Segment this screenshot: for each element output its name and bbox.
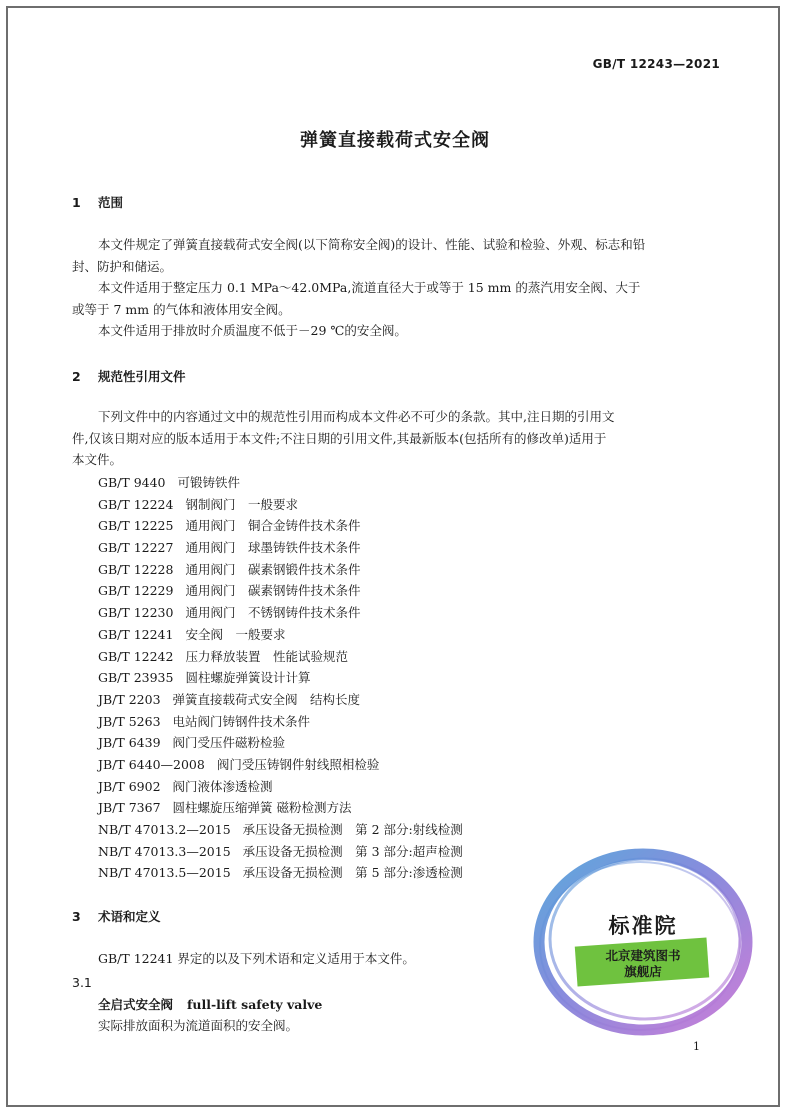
- paragraph-line: 或等于 7 mm 的气体和液体用安全阀。: [72, 301, 291, 317]
- reference-code: JB/T 7367: [98, 800, 161, 816]
- reference-item: [98, 624, 463, 646]
- watermark-stamp: [528, 838, 758, 1038]
- section-1-heading: [72, 193, 123, 211]
- reference-item: [98, 580, 463, 602]
- paragraph-line: 本文件适用于排放时介质温度不低于－29 ℃的安全阀。: [98, 323, 407, 338]
- reference-item: [98, 732, 463, 754]
- section-3-heading: [72, 907, 161, 925]
- reference-title: 电站阀门铸钢件技术条件: [172, 713, 311, 729]
- reference-title: 可锻铸铁件: [177, 475, 241, 490]
- reference-title: 压力释放装置 性能试验规范: [185, 648, 348, 664]
- reference-code: NB/T 47013.5—2015: [98, 865, 231, 881]
- reference-item: [98, 559, 463, 581]
- reference-title: 圆柱螺旋压缩弹簧 磁粉检测方法: [172, 800, 352, 816]
- reference-code: GB/T 12228: [98, 561, 174, 577]
- reference-code: NB/T 47013.2—2015: [98, 822, 231, 837]
- reference-code: GB/T 12224: [98, 496, 174, 512]
- reference-title: 圆柱螺旋弹簧设计计算: [185, 670, 311, 686]
- reference-item: [98, 754, 463, 776]
- reference-title: 阀门受压铸钢件射线照相检验: [216, 756, 380, 772]
- reference-title: 通用阀门 碳素钢铸件技术条件: [185, 583, 361, 599]
- term-chinese: 全启式安全阀: [98, 997, 174, 1012]
- paragraph-line: 封、防护和储运。: [72, 258, 173, 274]
- paragraph-line: 件,仅该日期对应的版本适用于本文件;不注日期的引用文件,其最新版本(包括所有的修改单)适用于: [72, 430, 607, 446]
- stamp-line-1: 北京建筑图书: [605, 948, 681, 963]
- reference-title: 弹簧直接载荷式安全阀 结构长度: [172, 691, 361, 707]
- section-1-body: [72, 234, 718, 342]
- reference-title: 通用阀门 铜合金铸件技术条件: [185, 518, 361, 534]
- term-entry: [98, 995, 322, 1013]
- reference-item: [98, 776, 463, 798]
- reference-code: JB/T 6902: [98, 778, 161, 794]
- reference-code: GB/T 12227: [98, 540, 174, 556]
- reference-item: [98, 472, 463, 494]
- reference-title: 阀门液体渗透检测: [172, 778, 273, 794]
- reference-item: [98, 841, 463, 863]
- reference-title: 安全阀 一般要求: [185, 626, 286, 642]
- reference-item: [98, 537, 463, 559]
- reference-title: 承压设备无损检测 第 3 部分:超声检测: [242, 843, 463, 859]
- paragraph-line: GB/T 12241 界定的以及下列术语和定义适用于本文件。: [98, 951, 415, 966]
- reference-item: [98, 711, 463, 733]
- reference-title: 阀门受压件磁粉检验: [172, 735, 286, 751]
- paragraph-line: 下列文件中的内容通过文中的规范性引用而构成本文件必不可少的条款。其中,注日期的引用文: [98, 409, 615, 424]
- reference-item: [98, 494, 463, 516]
- reference-title: 通用阀门 球墨铸铁件技术条件: [185, 540, 361, 556]
- reference-code: NB/T 47013.3—2015: [98, 843, 231, 859]
- reference-item: [98, 646, 463, 668]
- reference-code: GB/T 12230: [98, 605, 174, 621]
- paragraph-line: 本文件规定了弹簧直接载荷式安全阀(以下简称安全阀)的设计、性能、试验和检验、外观、标志和铅: [98, 237, 646, 252]
- reference-code: GB/T 12241: [98, 626, 174, 642]
- reference-title: 承压设备无损检测 第 5 部分:渗透检测: [242, 865, 463, 881]
- stamp-line-2: 旗舰店: [624, 964, 662, 979]
- term-number: 3.1: [72, 975, 92, 990]
- reference-title: 通用阀门 不锈钢铸件技术条件: [185, 605, 361, 621]
- reference-code: JB/T 6439: [98, 735, 161, 751]
- normative-reference-list: [98, 472, 463, 884]
- section-2-heading: [72, 367, 186, 385]
- reference-item: [98, 515, 463, 537]
- reference-title: 承压设备无损检测 第 2 部分:射线检测: [242, 822, 463, 837]
- section-2-body: [72, 406, 718, 471]
- reference-item: [98, 689, 463, 711]
- term-definition: 实际排放面积为流道面积的安全阀。: [98, 1018, 299, 1033]
- reference-title: 钢制阀门 一般要求: [185, 496, 298, 512]
- reference-title: 通用阀门 碳素钢锻件技术条件: [185, 561, 361, 577]
- reference-code: GB/T 12225: [98, 518, 174, 534]
- term-english: full-lift safety valve: [187, 997, 323, 1012]
- reference-item: [98, 862, 463, 884]
- reference-code: JB/T 2203: [98, 691, 161, 707]
- reference-code: GB/T 12242: [98, 648, 174, 664]
- stamp-main-text: 标准院: [608, 914, 678, 938]
- reference-code: JB/T 6440—2008: [98, 756, 205, 772]
- reference-code: GB/T 12229: [98, 583, 174, 599]
- paragraph-line: 本文件适用于整定压力 0.1 MPa～42.0MPa,流道直径大于或等于 15 mm 的蒸汽用安全阀、大于: [98, 280, 641, 295]
- reference-code: GB/T 9440: [98, 475, 166, 490]
- paragraph-line: 本文件。: [72, 452, 123, 467]
- reference-item: [98, 667, 463, 689]
- document-code: GB/T 12243—2021: [592, 57, 720, 71]
- section-title: 范围: [98, 195, 124, 210]
- reference-code: GB/T 23935: [98, 670, 174, 686]
- reference-item: [98, 819, 463, 841]
- section-number: 1: [72, 195, 81, 210]
- section-title: 术语和定义: [98, 909, 161, 924]
- section-number: 2: [72, 369, 81, 384]
- reference-item: [98, 797, 463, 819]
- reference-code: JB/T 5263: [98, 713, 161, 729]
- document-title: 弹簧直接载荷式安全阀: [300, 130, 490, 151]
- page-number: 1: [693, 1040, 700, 1053]
- section-title: 规范性引用文件: [98, 369, 186, 384]
- section-number: 3: [72, 909, 81, 924]
- reference-item: [98, 602, 463, 624]
